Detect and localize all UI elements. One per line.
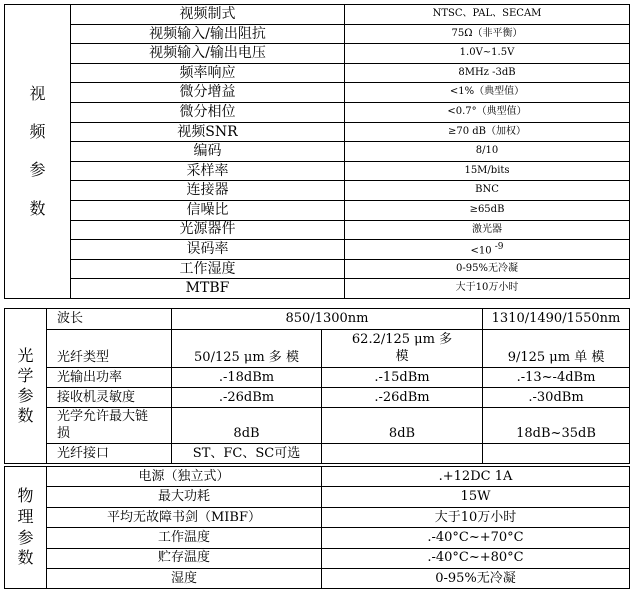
video-param-label: 微分相位 (71, 102, 345, 122)
video-param-value: 75Ω（非平衡） (345, 24, 630, 44)
physical-params-table (4, 466, 630, 589)
wavelength-a: 850/1300nm (172, 309, 483, 330)
table-row (5, 200, 630, 220)
output-power-label: 光输出功率 (47, 368, 172, 388)
fiber-type-c1: 50/125 μm 多 模 (172, 330, 322, 368)
video-section-label: 视 频 参 数 (5, 5, 71, 299)
table-row (5, 388, 630, 408)
video-param-value (345, 240, 630, 260)
physical-param-label: 平均无故障书剑（MIBF） (47, 507, 322, 527)
fiber-interface-c2 (322, 444, 483, 464)
table-row (5, 507, 630, 527)
table-row (5, 142, 630, 162)
video-param-label: 频率响应 (71, 63, 345, 83)
physical-param-value: 大于10万小时 (322, 507, 630, 527)
video-param-label: MTBF (71, 279, 345, 299)
video-param-label: 误码率 (71, 240, 345, 260)
physical-param-value: 15W (322, 487, 630, 507)
sensitivity-c2: .-26dBm (322, 388, 483, 408)
table-row (5, 83, 630, 103)
fiber-interface-c3 (483, 444, 630, 464)
sensitivity-label: 接收机灵敏度 (47, 388, 172, 408)
physical-param-label: 湿度 (47, 568, 322, 588)
table-row (5, 44, 630, 64)
table-row (5, 487, 630, 507)
video-param-value-base: <10 (470, 244, 492, 256)
optical-section-label: 光 学 参 数 (5, 309, 47, 464)
physical-param-label: 工作温度 (47, 528, 322, 548)
video-param-value: BNC (345, 181, 630, 201)
video-param-value-exponent: -9 (494, 241, 504, 252)
video-param-value: NTSC、PAL、SECAM (345, 5, 630, 25)
table-row (5, 122, 630, 142)
video-param-value: 8/10 (345, 142, 630, 162)
physical-param-value: 0-95%无冷凝 (322, 568, 630, 588)
output-power-c2: .-15dBm (322, 368, 483, 388)
table-row (5, 444, 630, 464)
table-row (5, 24, 630, 44)
physical-param-value: .-40°C~+80°C (322, 548, 630, 568)
sensitivity-c3: .-30dBm (483, 388, 630, 408)
max-link-loss-c3: 18dB~35dB (483, 408, 630, 444)
table-row (5, 330, 630, 368)
fiber-type-label: 光纤类型 (47, 330, 172, 368)
table-row (5, 220, 630, 240)
video-param-value: 1.0V~1.5V (345, 44, 630, 64)
output-power-c3: .-13~-4dBm (483, 368, 630, 388)
table-row (5, 368, 630, 388)
table-row (5, 102, 630, 122)
fiber-type-c2: 62.2/125 μm 多 模 (322, 330, 483, 368)
fiber-type-c3: 9/125 μm 单 模 (483, 330, 630, 368)
video-param-label: 连接器 (71, 181, 345, 201)
physical-param-label: 贮存温度 (47, 548, 322, 568)
video-param-value: <1%（典型值） (345, 83, 630, 103)
video-param-value: 激光器 (345, 220, 630, 240)
video-param-label: 微分增益 (71, 83, 345, 103)
table-row (5, 408, 630, 444)
table-row (5, 528, 630, 548)
physical-param-label: 最大功耗 (47, 487, 322, 507)
video-param-label: 编码 (71, 142, 345, 162)
sensitivity-c1: .-26dBm (172, 388, 322, 408)
video-params-table (4, 4, 630, 299)
video-param-label: 视频输入/输出阻抗 (71, 24, 345, 44)
physical-param-value: .-40°C~+70°C (322, 528, 630, 548)
max-link-loss-c2: 8dB (322, 408, 483, 444)
video-param-value: 15M/bits (345, 161, 630, 181)
optical-params-table (4, 308, 630, 464)
video-param-label: 工作湿度 (71, 259, 345, 279)
video-param-label: 视频输入/输出电压 (71, 44, 345, 64)
video-param-label: 信噪比 (71, 200, 345, 220)
fiber-interface-c1: ST、FC、SC可选 (172, 444, 322, 464)
video-param-value: ≥70 dB（加权） (345, 122, 630, 142)
video-param-value: 大于10万小时 (345, 279, 630, 299)
output-power-c1: .-18dBm (172, 368, 322, 388)
video-param-label: 光源器件 (71, 220, 345, 240)
physical-section-label: 物 理 参 数 (5, 467, 47, 589)
physical-param-label: 电源（独立式） (47, 467, 322, 487)
video-param-label: 采样率 (71, 161, 345, 181)
table-row (5, 181, 630, 201)
max-link-loss-label: 光学允许最大链 损 (47, 408, 172, 444)
wavelength-b: 1310/1490/1550nm (483, 309, 630, 330)
table-row (5, 161, 630, 181)
video-param-value: 0-95%无冷凝 (345, 259, 630, 279)
video-param-label: 视频制式 (71, 5, 345, 25)
video-param-value: 8MHz -3dB (345, 63, 630, 83)
table-row (5, 548, 630, 568)
table-row (5, 309, 630, 330)
table-row (5, 279, 630, 299)
table-row (5, 259, 630, 279)
table-row (5, 467, 630, 487)
table-row (5, 5, 630, 25)
table-row (5, 240, 630, 260)
max-link-loss-c1: 8dB (172, 408, 322, 444)
video-param-value: ≥65dB (345, 200, 630, 220)
wavelength-label: 波长 (47, 309, 172, 330)
physical-param-value: .+12DC 1A (322, 467, 630, 487)
video-param-value: <0.7°（典型值） (345, 102, 630, 122)
video-param-label: 视频SNR (71, 122, 345, 142)
fiber-interface-label: 光纤接口 (47, 444, 172, 464)
table-row (5, 568, 630, 588)
table-row (5, 63, 630, 83)
